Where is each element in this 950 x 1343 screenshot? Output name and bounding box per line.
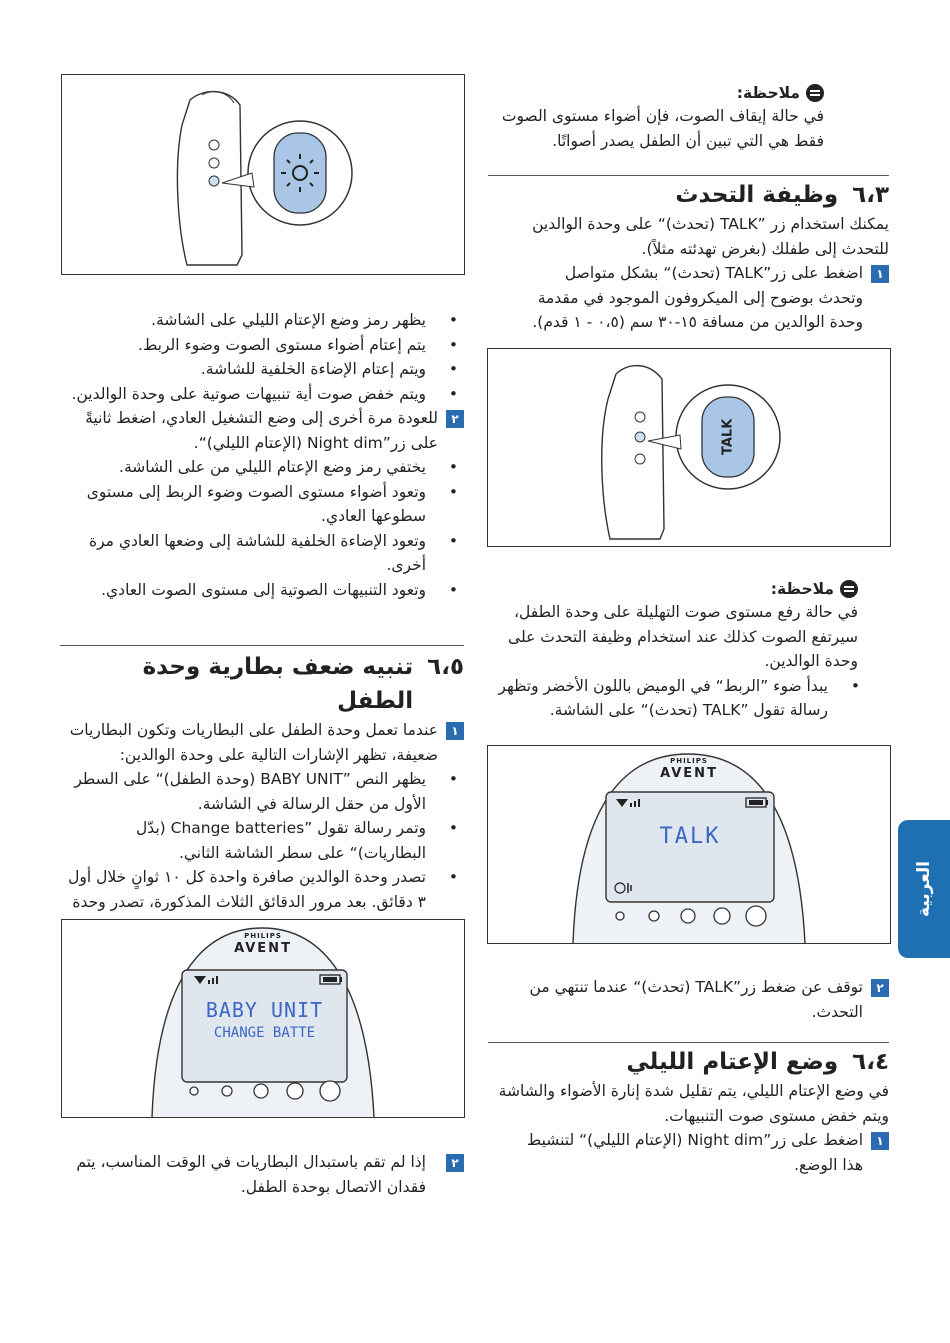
step-number: ٢ — [446, 410, 464, 428]
note-text: في حالة رفع مستوى صوت التهليلة على وحدة الطفل، سيرتفع الصوت كذلك عند استخدام وظيفة التحدث على وحدة الوالدين. — [508, 603, 858, 670]
left-column-text-1 — [60, 308, 464, 602]
section-6-5 — [60, 645, 464, 939]
section-intro: في وضع الإعتام الليلي، يتم تقليل شدة إنارة الأضواء والشاشة ويتم خفض مستوى صوت التنبيهات. — [498, 1082, 889, 1125]
lcd-line-2: CHANGE BATTE — [213, 1025, 316, 1041]
step-1-night-dim: ١ اضغط على زر”Night dim (الإعتام الليلي)“ لتنشيط هذا الوضع. — [488, 1128, 889, 1177]
language-tab — [898, 820, 950, 958]
list-item: • وتعود أضواء مستوى الصوت وضوء الربط إلى مستوى سطوعها العادي. — [60, 480, 426, 529]
step-2-return-normal: ٢ للعودة مرة أخرى إلى وضع التشغيل العادي، اضغط ثانيةً على زر”Night dim (الإعتام الليلي)“. — [60, 406, 464, 455]
avent-logo: AVENT — [234, 941, 292, 956]
step-number: ١ — [871, 265, 889, 283]
section-heading — [60, 650, 464, 718]
list-item: • وتمر رسالة تقول ”Change batteries (بدّل البطاريات)“ على سطر الشاشة الثاني. — [60, 816, 426, 865]
talk-button-label: TALK — [720, 418, 736, 456]
figure-baby-unit-display — [61, 919, 465, 1118]
note-icon — [806, 84, 824, 102]
note-text: في حالة إيقاف الصوت، فإن أضواء مستوى الصوت فقط هي التي تبين أن الطفل يصدر أصواتًا. — [501, 107, 824, 150]
list-item: • ويتم إعتام الإضاءة الخلفية للشاشة. — [60, 357, 426, 382]
list-item: • يتم إعتام أضواء مستوى الصوت وضوء الربط. — [60, 333, 426, 358]
brand-label: PHILIPS — [670, 757, 708, 765]
figure-talk-button — [487, 348, 891, 547]
list-item: • يظهر النص ”BABY UNIT (وحدة الطفل)“ على السطر الأول من حقل الرسالة في الشاشة. — [60, 767, 426, 816]
section-6-3 — [488, 175, 889, 335]
step-2-connection-lost: ٢ إذا لم تقم باستبدال البطاريات في الوقت المناسب، يتم فقدان الاتصال بوحدة الطفل. — [60, 1150, 464, 1199]
note-sound-off — [488, 82, 824, 153]
section-title: وضع الإعتام الليلي — [626, 1049, 839, 1075]
step-number: ١ — [446, 722, 464, 740]
section-number: ٦،٥ — [427, 654, 464, 680]
section-number: ٦،٤ — [852, 1049, 889, 1075]
list-item: • يختفي رمز وضع الإعتام الليلي من على الشاشة. — [60, 455, 426, 480]
divider — [60, 645, 464, 646]
note-heading: ملاحظة: — [488, 82, 824, 104]
step-number: ١ — [871, 1132, 889, 1150]
section-6-4 — [488, 1042, 889, 1177]
parent-unit-side-illustration — [62, 75, 464, 274]
step-1-low-battery: ١ عندما تعمل وحدة الطفل على البطاريات وتكون البطاريات ضعيفة، تظهر الإشارات التالية على وحدة الوالدين: — [60, 718, 464, 767]
step-2-release-talk: ٢ توقف عن ضغط زر”TALK (تحدث)“ عندما تنتهي من التحدث. — [488, 975, 889, 1024]
section-title: تنبيه ضعف بطارية وحدة الطفل — [142, 654, 414, 714]
section-title: وظيفة التحدث — [675, 182, 839, 208]
list-item: • تصدر وحدة الوالدين صافرة واحدة كل ١٠ ثوانٍ خلال أول ٣ دقائق. بعد مرور الدقائق الثلاث المذكورة، تصدر وحدة — [60, 865, 426, 939]
note-heading: ملاحظة: — [488, 578, 858, 600]
lcd-talk-text: TALK — [659, 824, 721, 849]
section-heading — [488, 178, 889, 212]
language-tab-label: العربية — [914, 860, 934, 917]
list-item: • يظهر رمز وضع الإعتام الليلي على الشاشة. — [60, 308, 426, 333]
step-1-press-talk: ١ اضغط على زر”TALK (تحدث)“ بشكل متواصل وتحدث بوضوح إلى الميكروفون الموجود في مقدمة وحدة الوالدين من مسافة ١٥-٣٠ سم (٠،٥ - ١ قدم). — [488, 261, 889, 335]
list-item: • وتعود الإضاءة الخلفية للشاشة إلى وضعها العادي مرة أخرى. — [60, 529, 426, 578]
note-lullaby — [488, 578, 858, 723]
divider — [488, 1042, 889, 1043]
divider — [488, 175, 889, 176]
step-number: ٢ — [446, 1154, 464, 1172]
note-icon — [840, 580, 858, 598]
step-number: ٢ — [871, 979, 889, 997]
section-heading — [488, 1045, 889, 1079]
list-item: • ويتم خفض صوت أية تنبيهات صوتية على وحدة الوالدين. — [60, 382, 426, 407]
brand-label: PHILIPS — [244, 932, 282, 940]
section-intro: يمكنك استخدام زر ”TALK (تحدث)“ على وحدة الوالدين للتحدث إلى طفلك (بغرض تهدئته مثلاً). — [532, 215, 889, 258]
parent-unit-side-illustration — [488, 349, 890, 546]
figure-night-dim-button — [61, 74, 465, 275]
list-item: • وتعود التنبيهات الصوتية إلى مستوى الصوت العادي. — [60, 578, 426, 603]
list-item: • يبدأ ضوء ”الربط“ في الوميض باللون الأخضر وتظهر رسالة تقول ”TALK (تحدث)“ على الشاشة. — [488, 674, 828, 723]
section-number: ٦،٣ — [852, 182, 889, 208]
lcd-line-1: BABY UNIT — [205, 998, 324, 1022]
avent-logo: AVENT — [660, 766, 718, 781]
figure-talk-display — [487, 745, 891, 944]
